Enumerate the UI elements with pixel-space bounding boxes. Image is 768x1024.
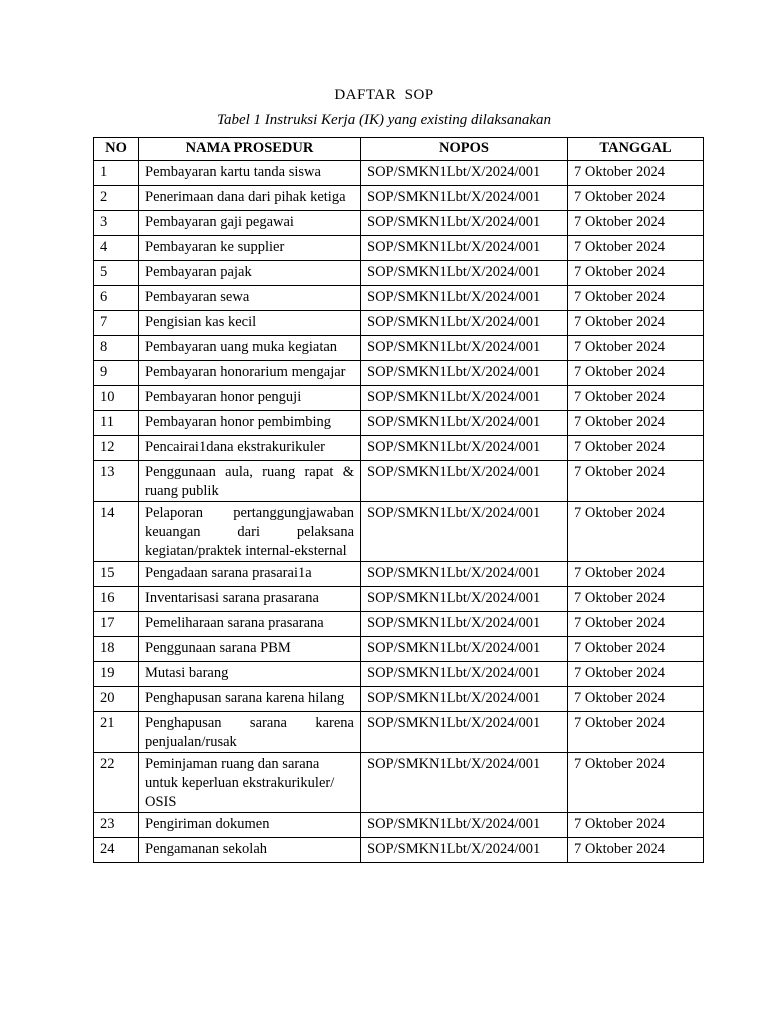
row-number: 1 (94, 161, 139, 186)
row-number: 5 (94, 261, 139, 286)
procedure-name: Penghapusan sarana karena penjualan/rusak (139, 712, 361, 753)
table-row (94, 562, 704, 587)
row-number: 23 (94, 813, 139, 838)
table-row (94, 687, 704, 712)
procedure-name: Pembayaran kartu tanda siswa (139, 161, 361, 186)
procedure-name: Penggunaan aula, ruang rapat & ruang publik (139, 461, 361, 502)
procedure-name: Pembayaran honorarium mengajar (139, 361, 361, 386)
table-body (94, 161, 704, 863)
procedure-name: Pembayaran uang muka kegiatan (139, 336, 361, 361)
row-number: 8 (94, 336, 139, 361)
row-number: 12 (94, 436, 139, 461)
sop-number: SOP/SMKN1Lbt/X/2024/001 (361, 502, 568, 562)
sop-number: SOP/SMKN1Lbt/X/2024/001 (361, 386, 568, 411)
row-number: 2 (94, 186, 139, 211)
row-number: 6 (94, 286, 139, 311)
sop-date: 7 Oktober 2024 (568, 386, 704, 411)
sop-date: 7 Oktober 2024 (568, 161, 704, 186)
sop-number: SOP/SMKN1Lbt/X/2024/001 (361, 753, 568, 813)
row-number: 10 (94, 386, 139, 411)
sop-number: SOP/SMKN1Lbt/X/2024/001 (361, 161, 568, 186)
table-row (94, 261, 704, 286)
sop-number: SOP/SMKN1Lbt/X/2024/001 (361, 336, 568, 361)
table-row (94, 236, 704, 261)
sop-date: 7 Oktober 2024 (568, 813, 704, 838)
sop-number: SOP/SMKN1Lbt/X/2024/001 (361, 662, 568, 687)
row-number: 15 (94, 562, 139, 587)
row-number: 13 (94, 461, 139, 502)
procedure-name: Pengadaan sarana prasarai1a (139, 562, 361, 587)
table-row (94, 211, 704, 236)
sop-number: SOP/SMKN1Lbt/X/2024/001 (361, 687, 568, 712)
procedure-name: Pembayaran gaji pegawai (139, 211, 361, 236)
table-row (94, 436, 704, 461)
sop-date: 7 Oktober 2024 (568, 261, 704, 286)
procedure-name: Peminjaman ruang dan sarana untuk keperluan ekstrakurikuler/ OSIS (139, 753, 361, 813)
procedure-name: Mutasi barang (139, 662, 361, 687)
table-row (94, 186, 704, 211)
row-number: 9 (94, 361, 139, 386)
table-row (94, 461, 704, 502)
sop-date: 7 Oktober 2024 (568, 753, 704, 813)
table-row (94, 712, 704, 753)
procedure-name: Penggunaan sarana PBM (139, 637, 361, 662)
procedure-name: Pencairai1dana ekstrakurikuler (139, 436, 361, 461)
page-title: DAFTAR SOP (334, 87, 434, 103)
sop-date: 7 Oktober 2024 (568, 236, 704, 261)
header-no: NO (94, 138, 139, 161)
row-number: 3 (94, 211, 139, 236)
table-header-row (94, 138, 704, 161)
sop-date: 7 Oktober 2024 (568, 502, 704, 562)
sop-date: 7 Oktober 2024 (568, 687, 704, 712)
procedure-name: Pembayaran pajak (139, 261, 361, 286)
table-row (94, 161, 704, 186)
sop-table (93, 137, 704, 863)
table-row (94, 813, 704, 838)
sop-date: 7 Oktober 2024 (568, 637, 704, 662)
row-number: 11 (94, 411, 139, 436)
row-number: 22 (94, 753, 139, 813)
table-row (94, 311, 704, 336)
sop-number: SOP/SMKN1Lbt/X/2024/001 (361, 562, 568, 587)
sop-number: SOP/SMKN1Lbt/X/2024/001 (361, 286, 568, 311)
sop-date: 7 Oktober 2024 (568, 562, 704, 587)
row-number: 14 (94, 502, 139, 562)
sop-number: SOP/SMKN1Lbt/X/2024/001 (361, 461, 568, 502)
sop-date: 7 Oktober 2024 (568, 411, 704, 436)
table-row (94, 361, 704, 386)
procedure-name: Pembayaran sewa (139, 286, 361, 311)
sop-date: 7 Oktober 2024 (568, 186, 704, 211)
row-number: 20 (94, 687, 139, 712)
sop-date: 7 Oktober 2024 (568, 311, 704, 336)
procedure-name: Pengamanan sekolah (139, 838, 361, 863)
sop-date: 7 Oktober 2024 (568, 336, 704, 361)
table-row (94, 753, 704, 813)
row-number: 21 (94, 712, 139, 753)
sop-date: 7 Oktober 2024 (568, 838, 704, 863)
sop-date: 7 Oktober 2024 (568, 436, 704, 461)
procedure-name: Pengiriman dokumen (139, 813, 361, 838)
procedure-name: Penghapusan sarana karena hilang (139, 687, 361, 712)
sop-date: 7 Oktober 2024 (568, 211, 704, 236)
sop-number: SOP/SMKN1Lbt/X/2024/001 (361, 411, 568, 436)
row-number: 24 (94, 838, 139, 863)
row-number: 4 (94, 236, 139, 261)
header-nopos: NOPOS (361, 138, 568, 161)
procedure-name: Pembayaran honor pembimbing (139, 411, 361, 436)
procedure-name: Pembayaran ke supplier (139, 236, 361, 261)
procedure-name: Penerimaan dana dari pihak ketiga (139, 186, 361, 211)
table-row (94, 838, 704, 863)
table-row (94, 502, 704, 562)
sop-date: 7 Oktober 2024 (568, 612, 704, 637)
sop-date: 7 Oktober 2024 (568, 662, 704, 687)
table-caption: Tabel 1 Instruksi Kerja (IK) yang existing dilaksanakan (217, 112, 551, 128)
table-row (94, 662, 704, 687)
table-row (94, 587, 704, 612)
sop-number: SOP/SMKN1Lbt/X/2024/001 (361, 637, 568, 662)
procedure-name: Pengisian kas kecil (139, 311, 361, 336)
sop-number: SOP/SMKN1Lbt/X/2024/001 (361, 261, 568, 286)
procedure-name: Inventarisasi sarana prasarana (139, 587, 361, 612)
sop-date: 7 Oktober 2024 (568, 587, 704, 612)
table-row (94, 612, 704, 637)
sop-number: SOP/SMKN1Lbt/X/2024/001 (361, 211, 568, 236)
row-number: 7 (94, 311, 139, 336)
procedure-name: Pembayaran honor penguji (139, 386, 361, 411)
table-row (94, 637, 704, 662)
table-row (94, 286, 704, 311)
row-number: 18 (94, 637, 139, 662)
sop-number: SOP/SMKN1Lbt/X/2024/001 (361, 813, 568, 838)
row-number: 19 (94, 662, 139, 687)
sop-number: SOP/SMKN1Lbt/X/2024/001 (361, 712, 568, 753)
header-nama-prosedur: NAMA PROSEDUR (139, 138, 361, 161)
sop-date: 7 Oktober 2024 (568, 361, 704, 386)
procedure-name: Pelaporan pertanggungjawaban keuangan dari pelaksana kegiatan/praktek internal-eksternal (139, 502, 361, 562)
sop-date: 7 Oktober 2024 (568, 712, 704, 753)
row-number: 17 (94, 612, 139, 637)
procedure-name: Pemeliharaan sarana prasarana (139, 612, 361, 637)
table-row (94, 411, 704, 436)
sop-number: SOP/SMKN1Lbt/X/2024/001 (361, 361, 568, 386)
header-tanggal: TANGGAL (568, 138, 704, 161)
sop-date: 7 Oktober 2024 (568, 286, 704, 311)
sop-number: SOP/SMKN1Lbt/X/2024/001 (361, 838, 568, 863)
row-number: 16 (94, 587, 139, 612)
sop-number: SOP/SMKN1Lbt/X/2024/001 (361, 236, 568, 261)
sop-number: SOP/SMKN1Lbt/X/2024/001 (361, 311, 568, 336)
table-row (94, 386, 704, 411)
table-row (94, 336, 704, 361)
sop-number: SOP/SMKN1Lbt/X/2024/001 (361, 587, 568, 612)
sop-date: 7 Oktober 2024 (568, 461, 704, 502)
sop-number: SOP/SMKN1Lbt/X/2024/001 (361, 436, 568, 461)
sop-number: SOP/SMKN1Lbt/X/2024/001 (361, 612, 568, 637)
sop-number: SOP/SMKN1Lbt/X/2024/001 (361, 186, 568, 211)
